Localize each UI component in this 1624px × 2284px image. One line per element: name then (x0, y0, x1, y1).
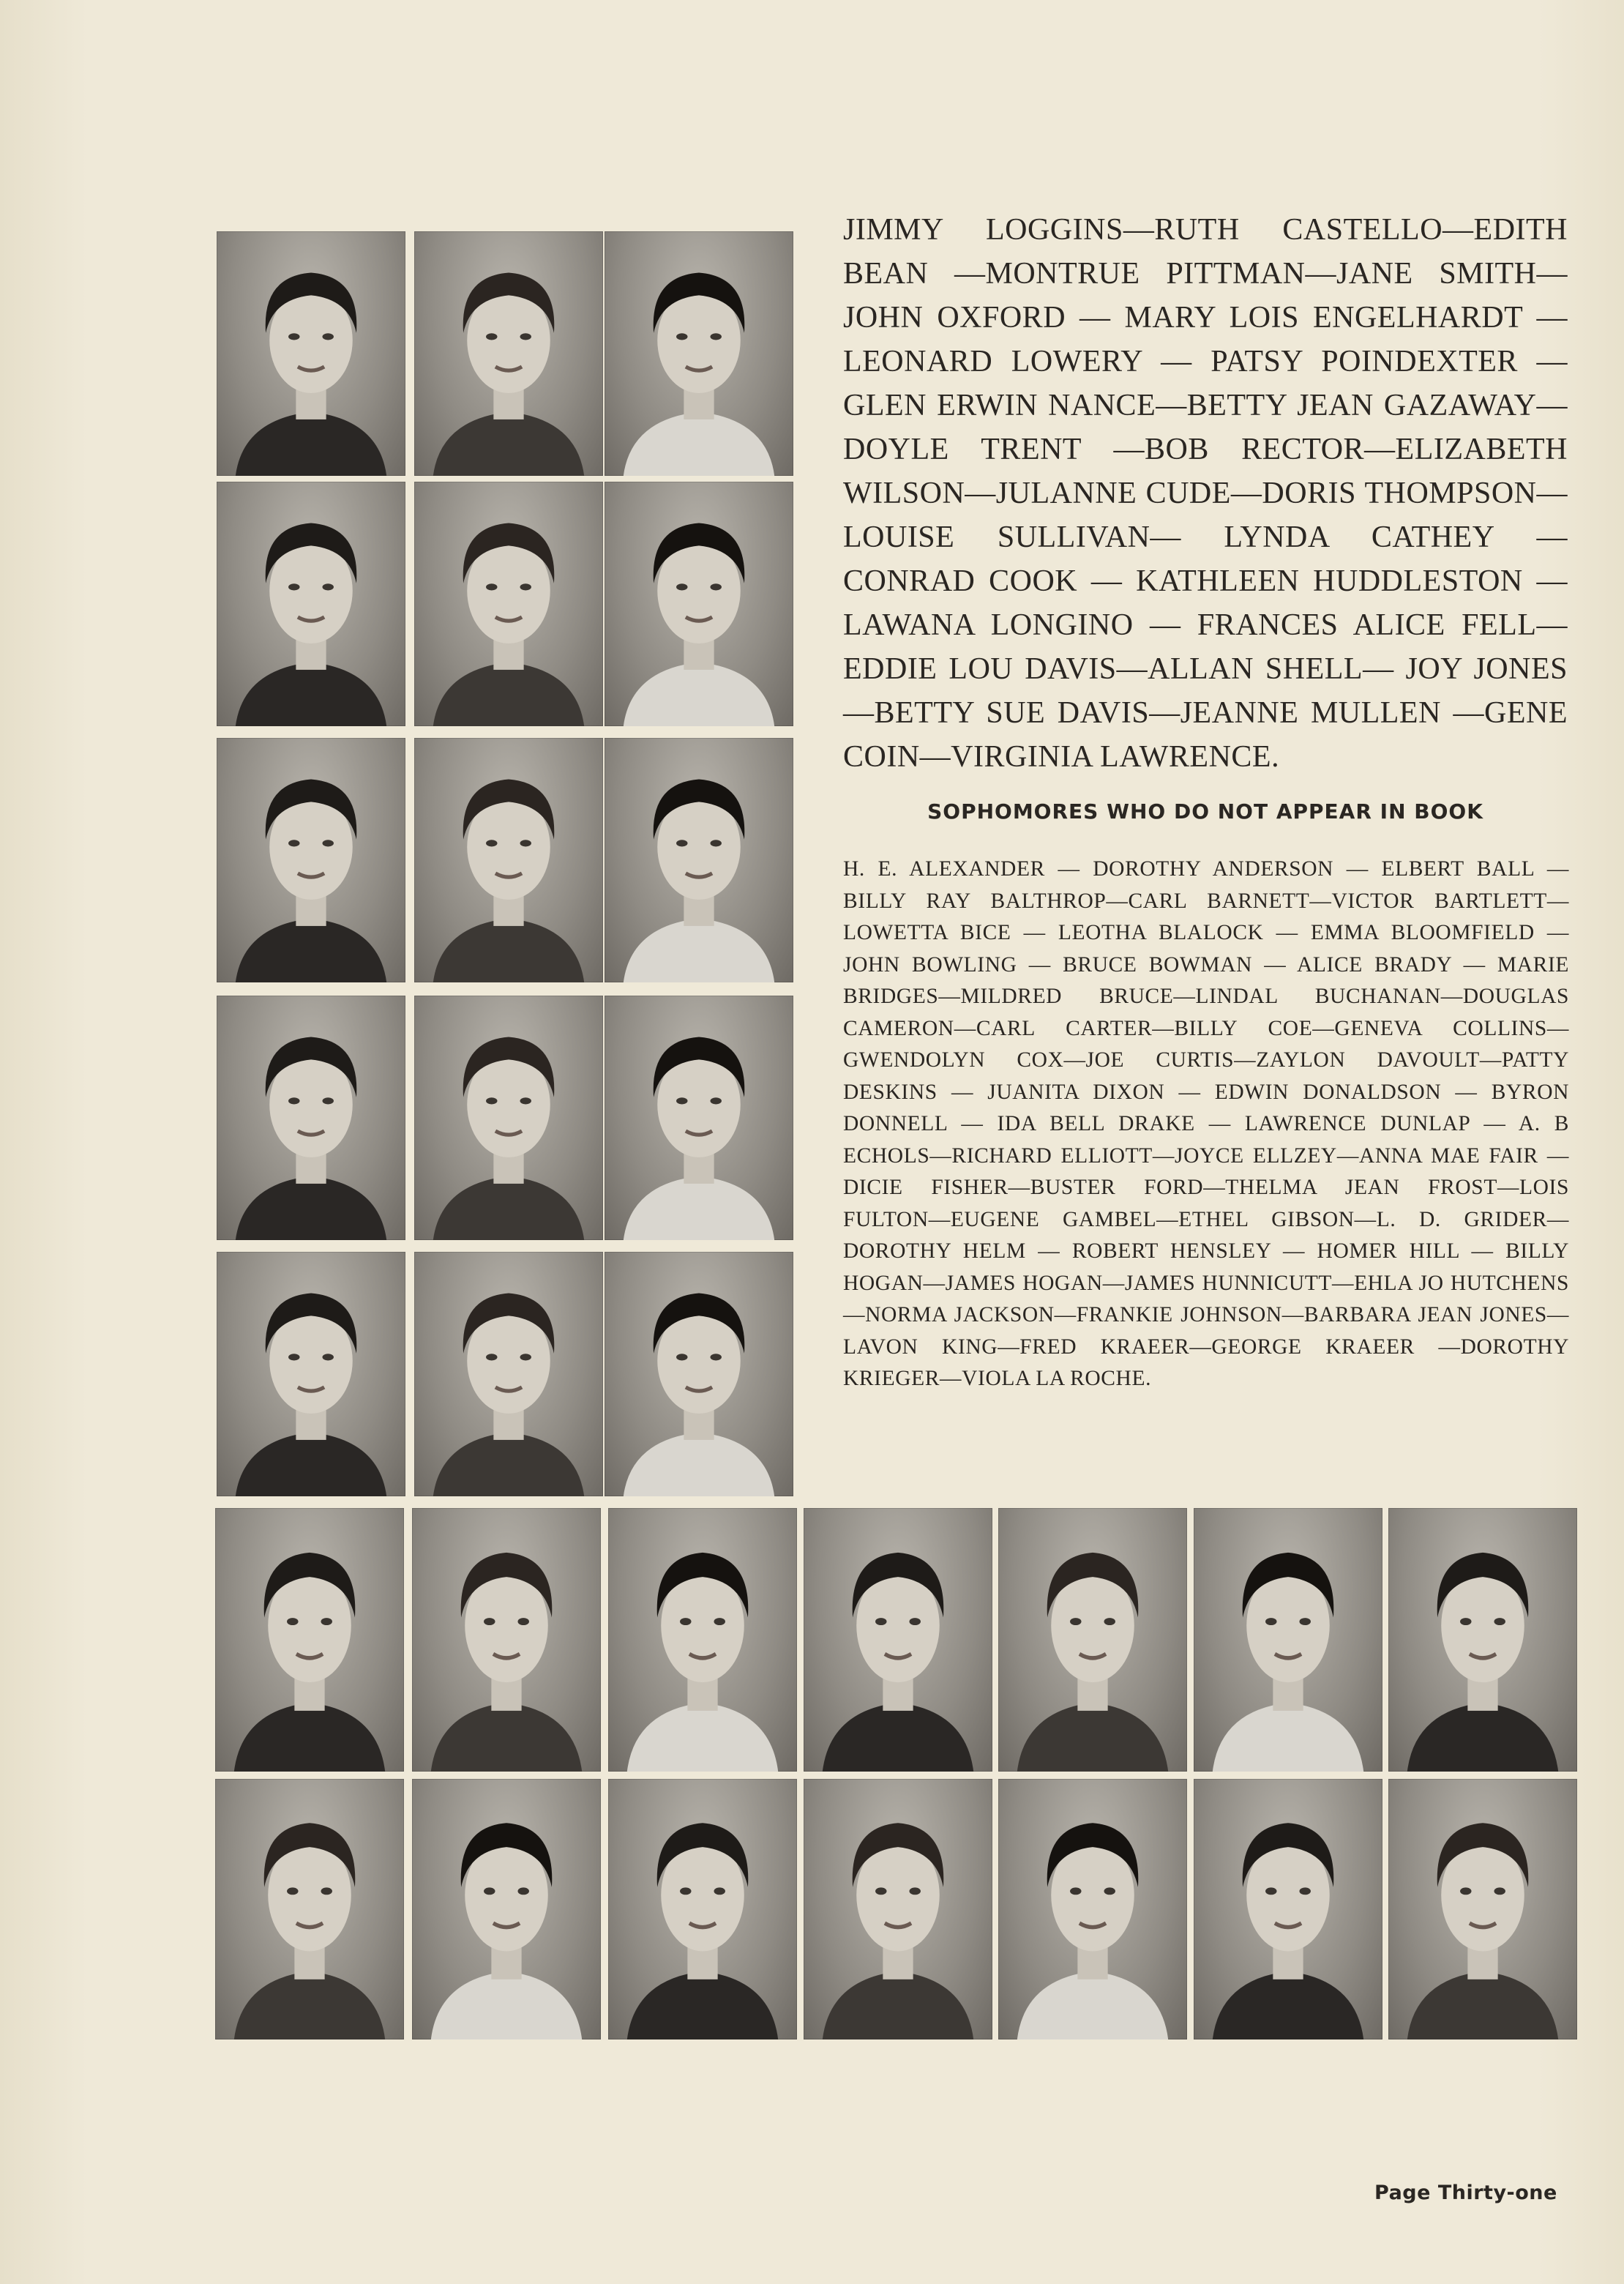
student-portrait (414, 996, 603, 1240)
student-portrait (1388, 1779, 1577, 2039)
student-portrait (217, 482, 405, 726)
student-portrait (1388, 1508, 1577, 1772)
student-portrait (412, 1508, 601, 1772)
student-portrait (215, 1779, 404, 2039)
student-portrait (608, 1508, 797, 1772)
absent-names-paragraph: H. E. ALEXANDER — DOROTHY ANDERSON — ELBERT BALL — BILLY RAY BALTHROP—CARL BARNETT—VICTOR BARTLETT— LOWETTA BICE — LEOTHA BLALOCK — EMMA BLOOMFIELD — JOHN BOWLING — BRUCE BOWMAN — ALICE BRADY — MARIE BRIDGES—MILDRED BRUCE—LINDAL BUCHANAN—DOUGLAS CAMERON—CARL CARTER—BILLY COE—GENEVA COLLINS— GWENDOLYN COX—JOE CURTIS—ZAYLON DAVOULT—PATTY DESKINS — JUANITA DIXON — EDWIN DONALDSON — BYRON DONNELL — IDA BELL DRAKE — LAWRENCE DUNLAP — A. B ECHOLS—RICHARD ELLIOTT—JOYCE ELLZEY—ANNA MAE FAIR —DICIE FISHER—BUSTER FORD—THELMA JEAN FROST—LOIS FULTON—EUGENE GAMBEL—ETHEL GIBSON—L. D. GRIDER— DOROTHY HELM — ROBERT HENSLEY — HOMER HILL — BILLY HOGAN—JAMES HOGAN—JAMES HUNNICUTT—EHLA JO HUTCHENS—NORMA JACKSON—FRANKIE JOHNSON—BARBARA JEAN JONES—LAVON KING—FRED KRAEER—GEORGE KRAEER —DOROTHY KRIEGER—VIOLA LA ROCHE. (843, 857, 1569, 1390)
student-portrait (217, 1252, 405, 1496)
student-portrait (998, 1779, 1187, 2039)
student-portrait (217, 738, 405, 982)
student-portrait (217, 231, 405, 476)
student-portrait (414, 482, 603, 726)
student-portrait (605, 482, 793, 726)
student-portrait (804, 1779, 992, 2039)
student-portrait (414, 231, 603, 476)
student-portrait (1194, 1779, 1382, 2039)
student-portrait (414, 1252, 603, 1496)
student-portrait (414, 738, 603, 982)
student-portrait (1194, 1508, 1382, 1772)
student-portrait (215, 1508, 404, 1772)
student-portrait (804, 1508, 992, 1772)
student-portrait (605, 1252, 793, 1496)
student-portrait (605, 738, 793, 982)
absent-heading: SOPHOMORES WHO DO NOT APPEAR IN BOOK (927, 799, 1483, 824)
student-portrait (998, 1508, 1187, 1772)
student-portrait (605, 231, 793, 476)
student-portrait (412, 1779, 601, 2039)
pictured-names-paragraph: JIMMY LOGGINS—RUTH CASTELLO—EDITH BEAN —MONTRUE PITTMAN—JANE SMITH—JOHN OXFORD — MARY LOIS ENGELHARDT — LEONARD LOWERY — PATSY POINDEXTER — GLEN ERWIN NANCE—BETTY JEAN GAZAWAY—DOYLE TRENT —BOB RECTOR—ELIZABETH WILSON—JULANNE CUDE—DORIS THOMPSON—LOUISE SULLIVAN— LYNDA CATHEY — CONRAD COOK — KATHLEEN HUDDLESTON — LAWANA LONGINO — FRANCES ALICE FELL—EDDIE LOU DAVIS—ALLAN SHELL— JOY JONES—BETTY SUE DAVIS—JEANNE MULLEN —GENE COIN—VIRGINIA LAWRENCE. (843, 213, 1568, 774)
page-number: Page Thirty-one (1374, 2182, 1557, 2204)
student-portrait (605, 996, 793, 1240)
student-portrait (608, 1779, 797, 2039)
student-portrait (217, 996, 405, 1240)
